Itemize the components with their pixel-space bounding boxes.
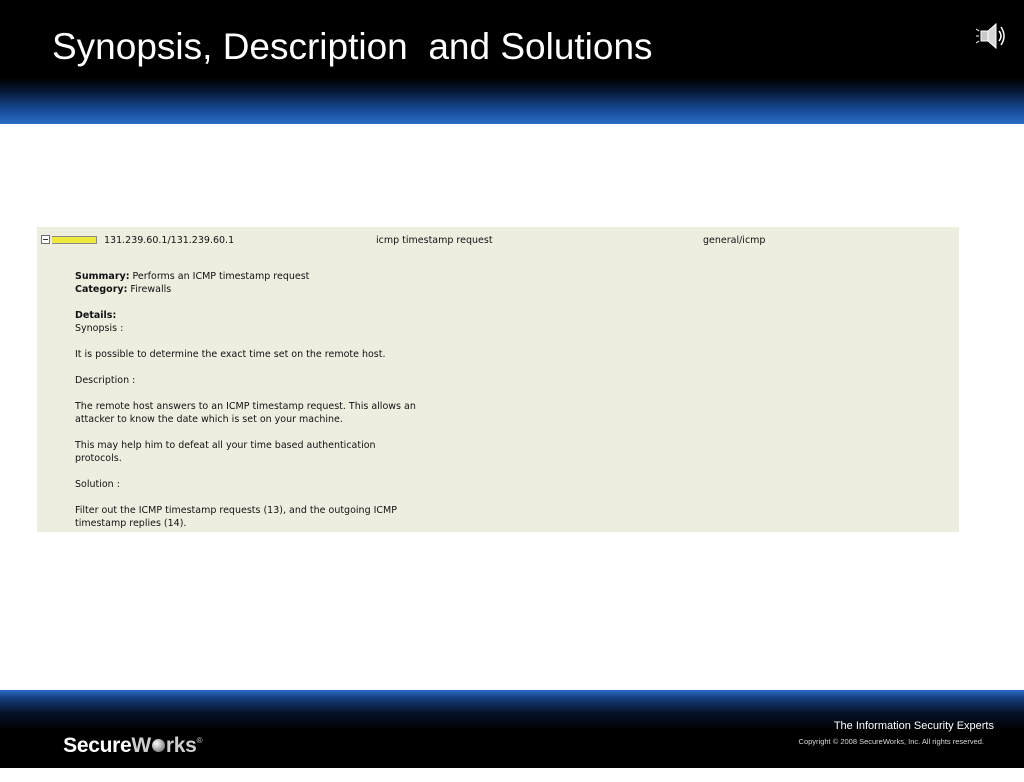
solution-line: timestamp replies (14). (75, 518, 187, 529)
slide-header (0, 0, 1024, 124)
tagline: The Information Security Experts (833, 720, 994, 732)
secureworks-logo: SecureW rks® (63, 734, 203, 757)
severity-fill (52, 237, 96, 243)
summary-label: Summary: (75, 271, 130, 282)
plugin-family: general/icmp (703, 235, 766, 246)
severity-bar (52, 236, 97, 244)
copyright-notice: Copyright © 2008 SecureWorks, Inc. All rights reserved. (798, 737, 984, 746)
collapse-icon[interactable] (41, 235, 50, 244)
slide-footer (0, 690, 1024, 768)
vulnerability-report-panel (37, 227, 959, 532)
description-line: This may help him to defeat all your time based authentication (75, 440, 376, 451)
summary-line (75, 270, 416, 283)
description-line: The remote host answers to an ICMP timestamp request. This allows an (75, 401, 416, 412)
solution-line: Filter out the ICMP timestamp requests (13), and the outgoing ICMP (75, 505, 397, 516)
category-line (75, 283, 416, 296)
host-address: 131.239.60.1/131.239.60.1 (104, 235, 235, 246)
speaker-icon[interactable] (974, 20, 1008, 52)
slide-title: Synopsis, Description and Solutions (52, 26, 653, 67)
report-row-header[interactable] (37, 227, 959, 249)
category-value: Firewalls (127, 284, 172, 295)
synopsis-heading: Synopsis : (75, 323, 124, 334)
globe-icon (152, 739, 165, 752)
description-line: protocols. (75, 453, 122, 464)
solution-heading: Solution : (75, 479, 120, 490)
details-label: Details: (75, 310, 117, 321)
synopsis-text: It is possible to determine the exact time set on the remote host. (75, 349, 386, 360)
category-label: Category: (75, 284, 128, 295)
plugin-name: icmp timestamp request (376, 235, 493, 246)
summary-value: Performs an ICMP timestamp request (129, 271, 310, 282)
description-heading: Description : (75, 375, 136, 386)
report-details (75, 270, 416, 530)
description-line: attacker to know the date which is set on your machine. (75, 414, 343, 425)
